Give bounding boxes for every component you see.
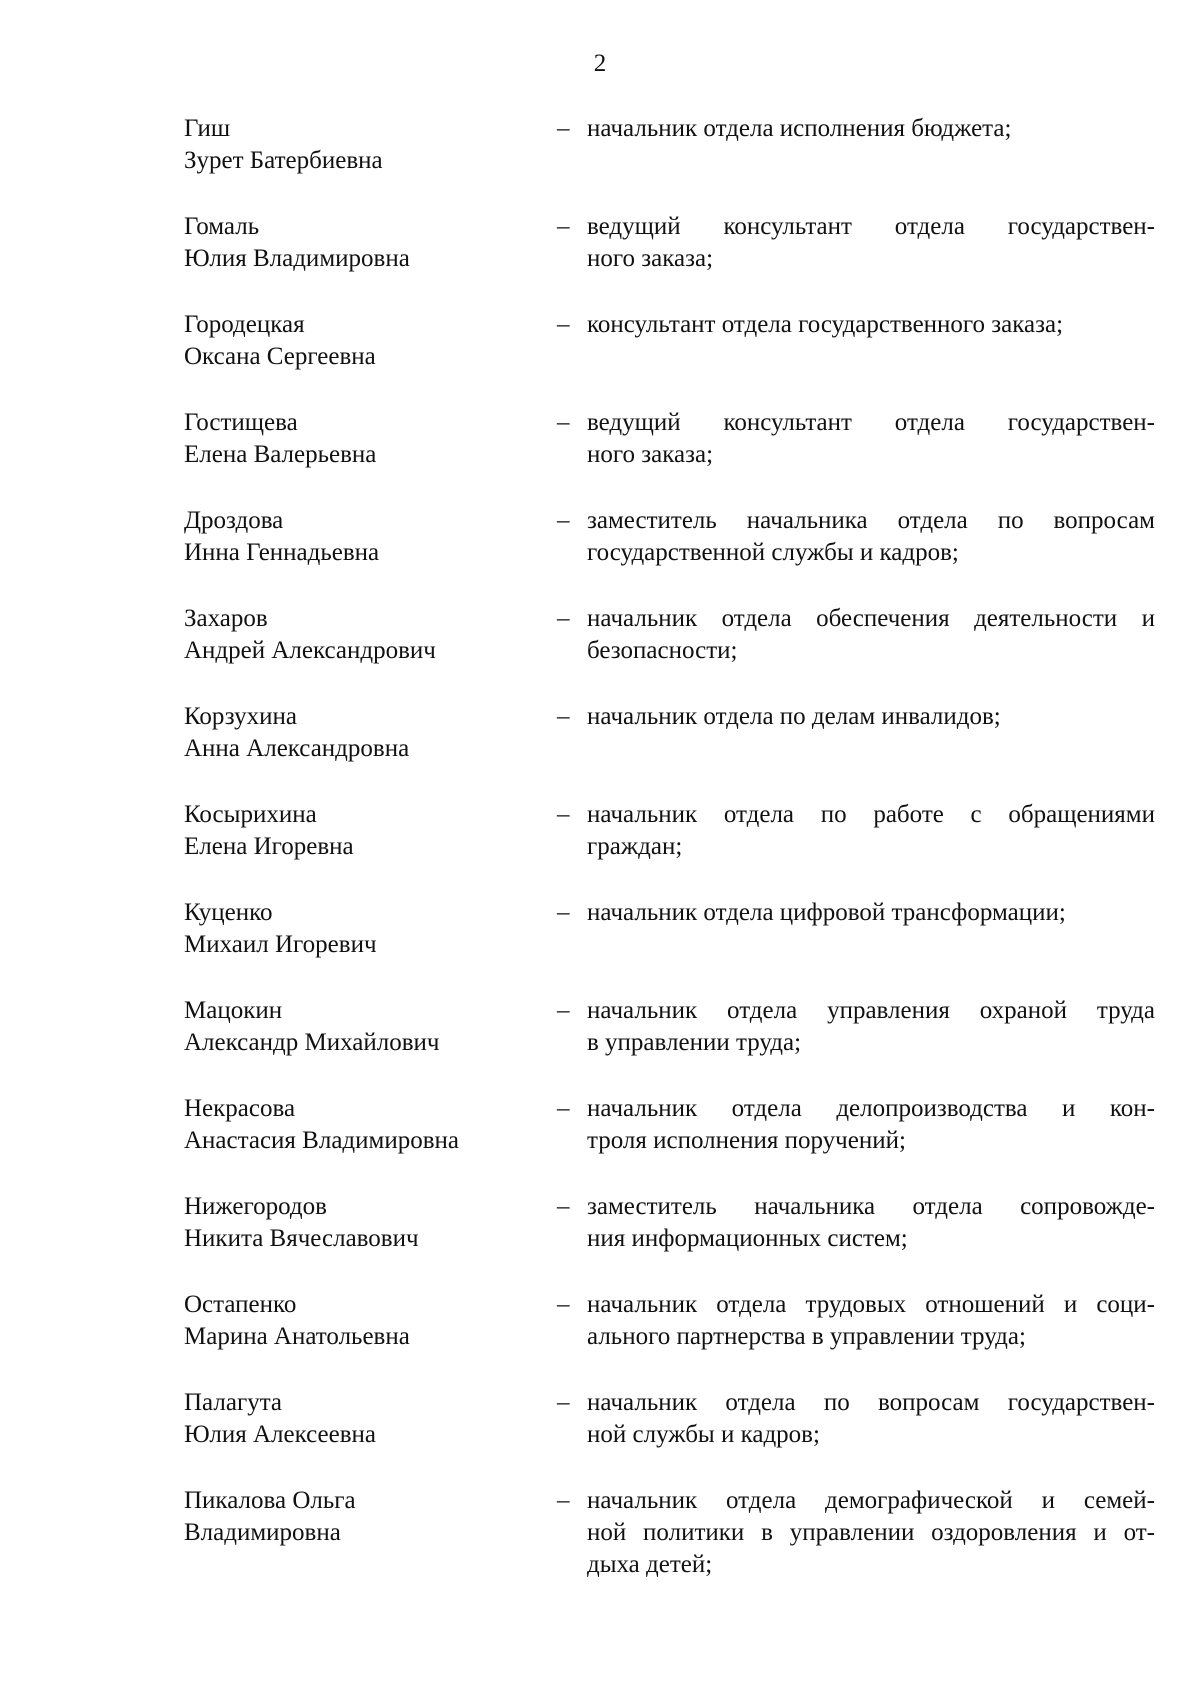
dash-separator: – [557, 213, 570, 240]
dash-separator: – [557, 115, 570, 142]
employee-position [587, 799, 1155, 863]
employee-position [587, 995, 1155, 1059]
list-item [184, 897, 1160, 995]
position-line: начальник отдела демографической и семей- [587, 1487, 1155, 1514]
employee-position [587, 603, 1155, 667]
employee-position [587, 1485, 1155, 1581]
position-line: начальник отдела по вопросам государствен- [587, 1389, 1155, 1416]
employee-name [184, 995, 544, 1059]
list-item [184, 799, 1160, 897]
employee-given-name: Оксана Сергеевна [184, 343, 376, 370]
employee-position [587, 701, 1155, 733]
employee-position [587, 505, 1155, 569]
dash-separator: – [557, 801, 570, 828]
position-line: заместитель начальника отдела по вопросам [587, 507, 1155, 534]
position-line: ального партнерства в управлении труда; [587, 1323, 1026, 1350]
employee-given-name: Юлия Владимировна [184, 245, 410, 272]
employee-surname: Гиш [184, 115, 231, 142]
position-line: ного заказа; [587, 245, 714, 272]
employee-position [587, 309, 1155, 341]
dash-separator: – [557, 1291, 570, 1318]
position-line: начальник отдела обеспечения деятельности и [587, 605, 1155, 632]
employee-given-name: Александр Михайлович [184, 1029, 440, 1056]
dash-separator: – [557, 1389, 570, 1416]
list-item [184, 1485, 1160, 1583]
position-line: начальник отдела трудовых отношений и соци- [587, 1291, 1155, 1318]
employee-name [184, 1387, 544, 1451]
employee-name [184, 407, 544, 471]
employee-given-name: Анастасия Владимировна [184, 1127, 459, 1154]
position-line: начальник отдела делопроизводства и кон- [587, 1095, 1155, 1122]
dash-separator: – [557, 605, 570, 632]
employee-position [587, 897, 1155, 929]
list-item [184, 1387, 1160, 1485]
position-line: ведущий консультант отдела государствен- [587, 213, 1155, 240]
employee-position [587, 211, 1155, 275]
dash-separator: – [557, 1487, 570, 1514]
employee-surname: Некрасова [184, 1095, 296, 1122]
position-line: государственной службы и кадров; [587, 539, 959, 566]
employee-surname: Косырихина [184, 801, 317, 828]
employee-name [184, 211, 544, 275]
position-line: ной службы и кадров; [587, 1421, 820, 1448]
employee-name [184, 1289, 544, 1353]
employee-name [184, 603, 544, 667]
employee-name [184, 505, 544, 569]
employee-name [184, 1485, 544, 1549]
employee-surname: Мацокин [184, 997, 283, 1024]
list-item [184, 1093, 1160, 1191]
dash-separator: – [557, 899, 570, 926]
page-number: 2 [593, 50, 607, 77]
dash-separator: – [557, 1095, 570, 1122]
employee-given-name: Марина Анатольевна [184, 1323, 410, 1350]
position-line: начальник отдела исполнения бюджета; [587, 115, 1012, 142]
position-line: дыха детей; [587, 1551, 713, 1578]
employee-surname: Дроздова [184, 507, 284, 534]
position-line: ного заказа; [587, 441, 714, 468]
list-item [184, 1289, 1160, 1387]
employee-name [184, 701, 544, 765]
dash-separator: – [557, 1193, 570, 1220]
list-item [184, 407, 1160, 505]
position-line: ния информационных систем; [587, 1225, 908, 1252]
position-line: в управлении труда; [587, 1029, 802, 1056]
employee-given-name: Михаил Игоревич [184, 931, 377, 958]
employee-position [587, 407, 1155, 471]
employee-given-name: Елена Игоревна [184, 833, 354, 860]
employee-position [587, 1191, 1155, 1255]
position-line: троля исполнения поручений; [587, 1127, 906, 1154]
staff-list [184, 113, 1160, 1583]
position-line: заместитель начальника отдела сопровожде- [587, 1193, 1155, 1220]
dash-separator: – [557, 507, 570, 534]
employee-position [587, 1289, 1155, 1353]
employee-given-name: Елена Валерьевна [184, 441, 377, 468]
employee-position [587, 113, 1155, 145]
list-item [184, 995, 1160, 1093]
list-item [184, 309, 1160, 407]
employee-name [184, 1191, 544, 1255]
employee-surname: Нижегородов [184, 1193, 327, 1220]
list-item [184, 505, 1160, 603]
list-item [184, 113, 1160, 211]
employee-surname: Куценко [184, 899, 273, 926]
employee-surname: Палагута [184, 1389, 283, 1416]
position-line: начальник отдела по делам инвалидов; [587, 703, 1001, 730]
position-line: ной политики в управлении оздоровления и от- [587, 1519, 1155, 1546]
list-item [184, 211, 1160, 309]
list-item [184, 603, 1160, 701]
employee-given-name: Владимировна [184, 1519, 341, 1546]
employee-surname: Остапенко [184, 1291, 297, 1318]
employee-position [587, 1387, 1155, 1451]
dash-separator: – [557, 311, 570, 338]
list-item [184, 1191, 1160, 1289]
position-line: начальник отдела по работе с обращениями [587, 801, 1155, 828]
dash-separator: – [557, 409, 570, 436]
employee-position [587, 1093, 1155, 1157]
employee-surname: Гомаль [184, 213, 260, 240]
position-line: начальник отдела управления охраной труда [587, 997, 1155, 1024]
position-line: ведущий консультант отдела государствен- [587, 409, 1155, 436]
employee-name [184, 1093, 544, 1157]
employee-surname: Пикалова Ольга [184, 1487, 356, 1514]
dash-separator: – [557, 703, 570, 730]
employee-name [184, 897, 544, 961]
position-line: консультант отдела государственного заказа; [587, 311, 1064, 338]
employee-name [184, 113, 544, 177]
employee-given-name: Никита Вячеславович [184, 1225, 419, 1252]
position-line: безопасности; [587, 637, 738, 664]
employee-given-name: Зурет Батербиевна [184, 147, 383, 174]
employee-name [184, 309, 544, 373]
dash-separator: – [557, 997, 570, 1024]
employee-name [184, 799, 544, 863]
employee-given-name: Инна Геннадьевна [184, 539, 380, 566]
employee-given-name: Андрей Александрович [184, 637, 436, 664]
employee-given-name: Юлия Алексеевна [184, 1421, 376, 1448]
employee-surname: Захаров [184, 605, 268, 632]
position-line: граждан; [587, 833, 683, 860]
list-item [184, 701, 1160, 799]
position-line: начальник отдела цифровой трансформации; [587, 899, 1066, 926]
employee-surname: Корзухина [184, 703, 297, 730]
employee-surname: Городецкая [184, 311, 305, 338]
employee-given-name: Анна Александровна [184, 735, 410, 762]
employee-surname: Гостищева [184, 409, 298, 436]
